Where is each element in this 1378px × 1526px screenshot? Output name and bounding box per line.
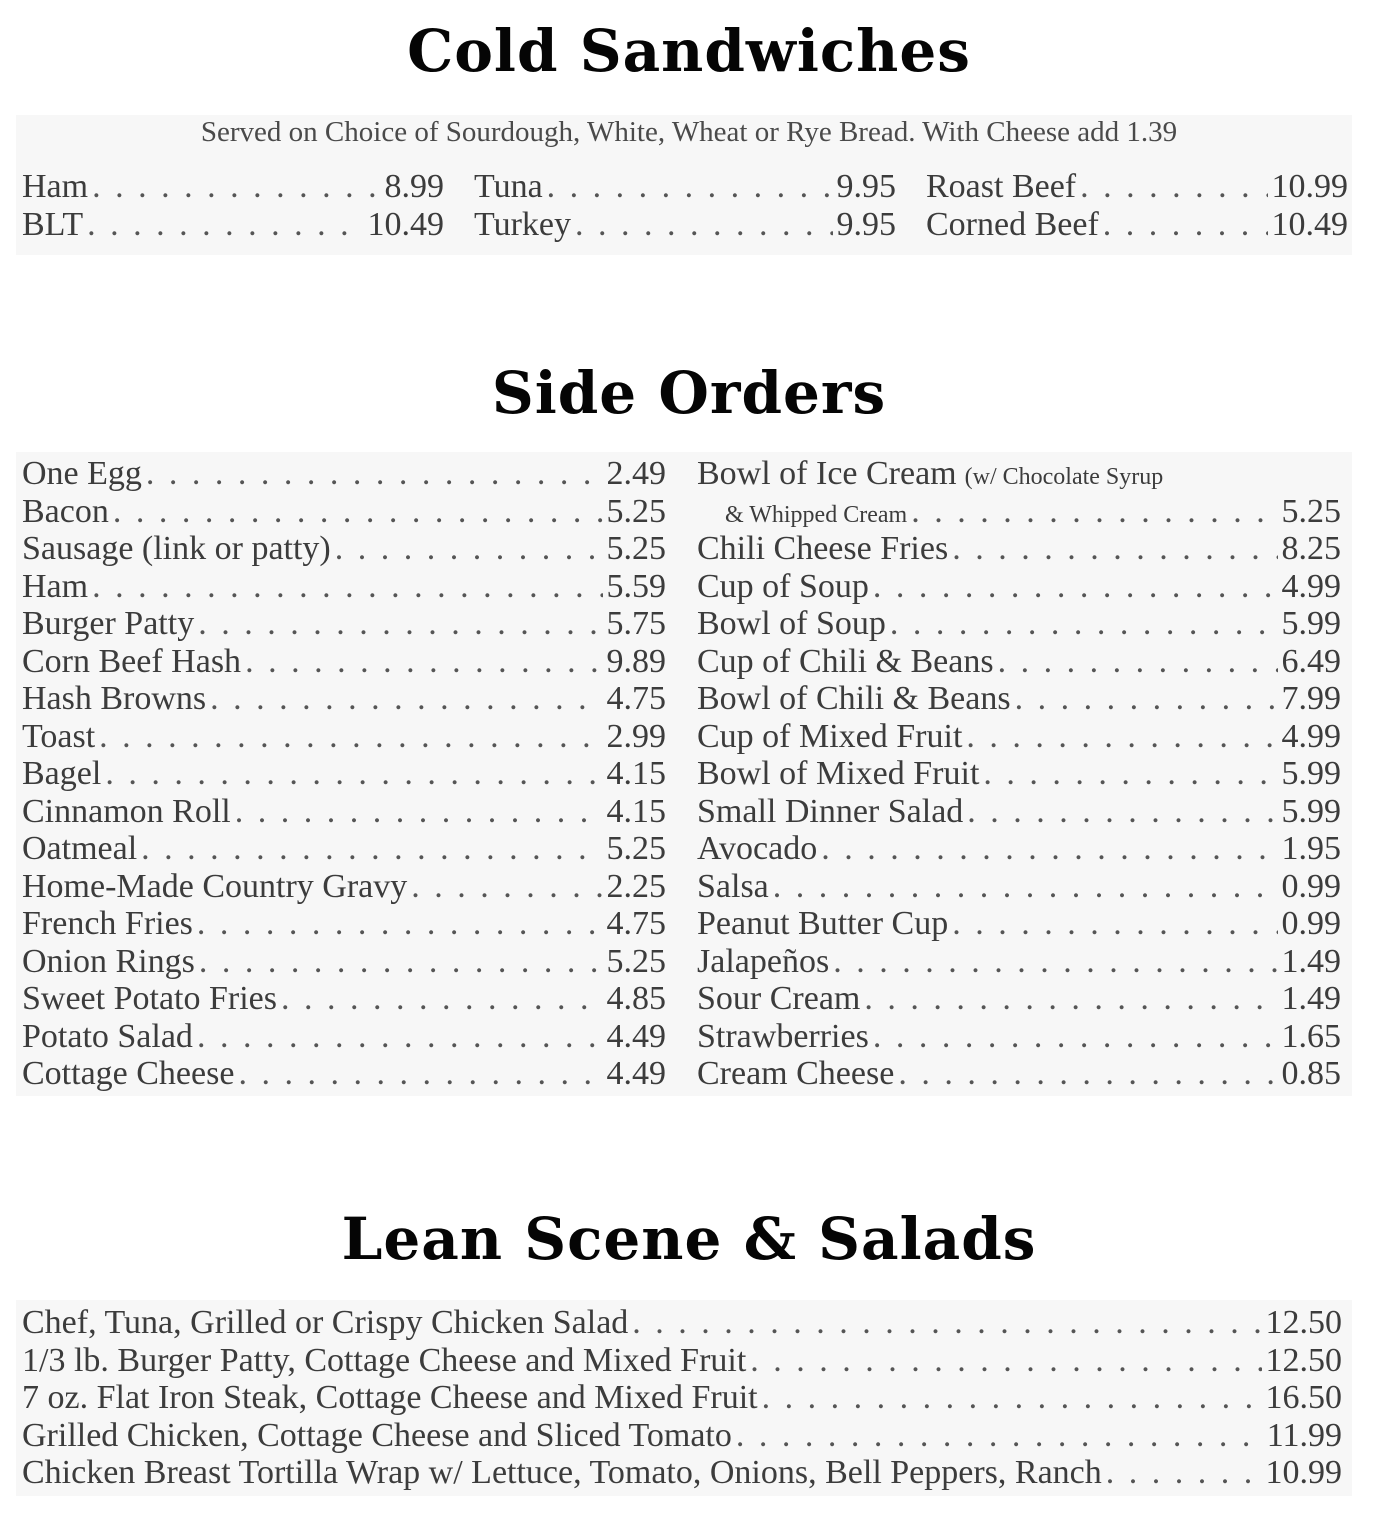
item-note: (w/ Chocolate Syrup [964,464,1164,490]
item-price: 5.25 [1281,492,1341,530]
item-price: 2.49 [606,455,666,492]
item-price: 10.99 [1271,168,1348,205]
item-name: Ham [22,168,89,205]
menu-item [22,1018,666,1056]
menu-item [697,718,1341,756]
item-name: Cinnamon Roll [22,792,231,830]
item-price: 12.50 [1265,1341,1342,1379]
item-name: Burger Patty [22,605,195,642]
item-name: Chef, Tuna, Grilled or Crispy Chicken Salad [22,1304,629,1341]
leader-dots [864,980,1277,1018]
leader-dots [1080,168,1267,206]
item-name: Turkey [474,205,571,243]
leader-dots [1106,1454,1262,1492]
side-orders-left-col [22,455,666,1093]
item-price: 5.75 [606,605,666,642]
item-price: 4.15 [606,755,666,792]
menu-item [697,793,1341,831]
menu-item [22,643,666,681]
menu-item [22,980,666,1018]
menu-item [697,755,1341,793]
item-price: 1.95 [1281,830,1341,867]
item-name: 7 oz. Flat Iron Steak, Cottage Cheese and Mixed Fruit [22,1379,758,1416]
leader-dots [952,905,1277,943]
leader-dots [411,868,602,906]
menu-item [697,643,1341,681]
item-name: Bagel [22,755,102,792]
item-price: 4.99 [1281,717,1341,755]
item-name: Cottage Cheese [22,1055,235,1092]
item-name: Small Dinner Salad [697,792,964,830]
leader-dots [197,905,603,943]
leader-dots [632,1304,1261,1342]
menu-item [697,868,1341,906]
item-name: Chili Cheese Fries [697,530,949,567]
cold-sandwiches-col-2 [474,168,896,243]
menu-item [22,830,666,868]
cold-sandwiches-col-1 [22,168,444,243]
leader-dots [762,1379,1262,1417]
menu-item [22,493,666,531]
menu-item [22,905,666,943]
leader-dots [952,530,1277,568]
menu-item [22,455,666,493]
leader-dots [833,943,1277,981]
menu-item [697,605,1341,643]
leader-dots [92,568,602,606]
item-price: 4.75 [606,680,666,717]
item-price: 9.89 [606,642,666,680]
menu-item [22,718,666,756]
item-name: Bowl of Soup [697,605,886,642]
item-price: 16.50 [1265,1379,1342,1416]
leader-dots [890,605,1278,643]
leader-dots [235,793,603,831]
cold-sandwiches-col-3 [926,168,1348,243]
leader-dots [547,168,833,206]
item-price: 1.49 [1281,980,1341,1017]
item-name: Bowl of Chili & Beans [697,680,1011,717]
item-name: Cup of Soup [697,567,869,605]
item-name: One Egg [22,455,142,492]
item-name: Sour Cream [697,980,861,1017]
item-name: Corn Beef Hash [22,642,242,680]
item-name: Cup of Chili & Beans [697,642,994,680]
menu-item [697,1055,1341,1093]
item-name: Onion Rings [22,942,195,980]
menu-item [22,1417,1342,1455]
item-name: Bacon [22,492,109,530]
item-price: 4.75 [606,905,666,942]
leader-dots [197,1018,603,1056]
item-price: 12.50 [1265,1304,1342,1341]
item-price: 10.49 [1271,205,1348,243]
leader-dots [199,943,603,981]
item-price: 0.99 [1281,905,1341,942]
item-name: Home-Made Country Gravy [22,867,408,905]
menu-item [22,868,666,906]
item-name: Salsa [697,867,769,905]
menu-item [22,793,666,831]
leader-dots [967,793,1277,831]
item-price: 4.99 [1281,567,1341,605]
item-price: 0.85 [1281,1055,1341,1092]
leader-dots [966,718,1277,756]
leader-dots [1103,206,1268,244]
menu-item [697,830,1341,868]
item-price: 5.99 [1281,605,1341,642]
leader-dots [911,493,1277,531]
item-name: 1/3 lb. Burger Patty, Cottage Cheese and Mixed Fruit [22,1341,747,1379]
item-price: 5.59 [606,567,666,605]
leader-dots [198,605,602,643]
menu-item [22,943,666,981]
leader-dots [210,680,602,718]
menu-item [697,1018,1341,1056]
item-note: & Whipped Cream [725,501,908,528]
menu-item [22,206,444,244]
item-price: 5.99 [1281,755,1341,792]
leader-dots [92,168,380,206]
item-price: 5.99 [1281,792,1341,830]
item-name: BLT [22,205,84,243]
leader-dots [821,830,1277,868]
menu-item [22,680,666,718]
item-price: 1.49 [1281,942,1341,980]
leader-dots [983,755,1277,793]
menu-item [697,530,1341,568]
item-name: Avocado [697,830,818,867]
leader-dots [335,530,603,568]
leader-dots [105,755,602,793]
item-name: Sweet Potato Fries [22,980,277,1017]
item-name: Corned Beef [926,205,1099,243]
leader-dots [281,980,603,1018]
leader-dots [575,206,833,244]
menu-item [22,1055,666,1093]
item-price: 4.49 [606,1017,666,1055]
leader-dots [87,206,363,244]
menu-item [22,568,666,606]
lean-scene-heading: Lean Scene & Salads [341,1205,1037,1273]
item-price: 5.25 [606,830,666,867]
item-name: Chicken Breast Tortilla Wrap w/ Lettuce, Tomato, Onions, Bell Peppers, Ranch [22,1454,1102,1491]
menu-item-ice-cream-cont [697,493,1341,531]
menu-item [22,755,666,793]
item-name: Oatmeal [22,830,138,867]
menu-item [22,1379,1342,1417]
item-price: 4.15 [606,792,666,830]
item-price: 4.49 [606,1055,666,1092]
item-name: Jalapeños [697,942,830,980]
leader-dots [245,643,602,681]
menu-item [22,1342,1342,1380]
menu-item [697,680,1341,718]
item-price: 9.95 [836,205,896,243]
item-name: Cup of Mixed Fruit [697,717,963,755]
item-price: 11.99 [1266,1416,1342,1454]
menu-item [697,568,1341,606]
leader-dots [146,455,603,493]
item-price: 8.99 [384,168,444,205]
item-name: Potato Salad [22,1017,193,1055]
cold-sandwiches-subtitle: Served on Choice of Sourdough, White, Wheat or Rye Bread. With Cheese add 1.39 [200,116,1178,148]
item-name: Ham [22,567,89,605]
side-orders-heading: Side Orders [491,359,887,427]
item-price: 5.25 [606,492,666,530]
item-name: Cream Cheese [697,1055,895,1092]
menu-item [697,905,1341,943]
item-price: 7.99 [1281,680,1341,717]
item-name: Peanut Butter Cup [697,905,949,942]
item-name: French Fries [22,905,193,942]
item-name: Strawberries [697,1017,869,1055]
item-price: 2.99 [606,717,666,755]
item-name: Roast Beef [926,168,1077,205]
menu-item [474,168,896,206]
item-price: 0.99 [1281,867,1341,905]
item-name: Grilled Chicken, Cottage Cheese and Sliced Tomato [22,1416,732,1454]
item-price: 10.49 [367,205,444,243]
menu-item [926,206,1348,244]
leader-dots [773,868,1278,906]
item-price: 5.25 [606,942,666,980]
leader-dots [1015,680,1278,718]
cold-sandwiches-heading: Cold Sandwiches [407,17,971,85]
menu-item [22,1304,1342,1342]
side-orders-right-list [697,530,1341,1093]
side-orders-right-col [697,455,1341,1093]
item-name: Bowl of Ice Cream [697,455,957,492]
leader-dots [998,643,1278,681]
menu-item [474,206,896,244]
leader-dots [873,568,1278,606]
item-name: Toast [22,717,96,755]
item-price: 5.25 [606,530,666,567]
item-name: Tuna [474,168,543,205]
item-name: Bowl of Mixed Fruit [697,755,980,792]
menu-item-ice-cream [697,455,1341,493]
item-price: 2.25 [606,867,666,905]
menu-item [926,168,1348,206]
leader-dots [238,1055,602,1093]
lean-scene-list [22,1304,1342,1492]
leader-dots [736,1417,1263,1455]
leader-dots [113,493,603,531]
leader-dots [141,830,602,868]
item-name: Hash Browns [22,680,207,717]
item-price: 6.49 [1281,642,1341,680]
menu-item [697,980,1341,1018]
leader-dots [873,1018,1278,1056]
item-name: Sausage (link or patty) [22,530,331,567]
item-price: 1.65 [1281,1017,1341,1055]
menu-item [22,605,666,643]
item-price: 8.25 [1281,530,1341,567]
menu-item [22,530,666,568]
leader-dots [898,1055,1277,1093]
item-price: 4.85 [606,980,666,1017]
leader-dots [99,718,602,756]
leader-dots [750,1342,1261,1380]
menu-item [22,1454,1342,1492]
item-price: 10.99 [1265,1454,1342,1491]
menu-item [22,168,444,206]
menu-item [697,943,1341,981]
item-price: 9.95 [836,168,896,205]
